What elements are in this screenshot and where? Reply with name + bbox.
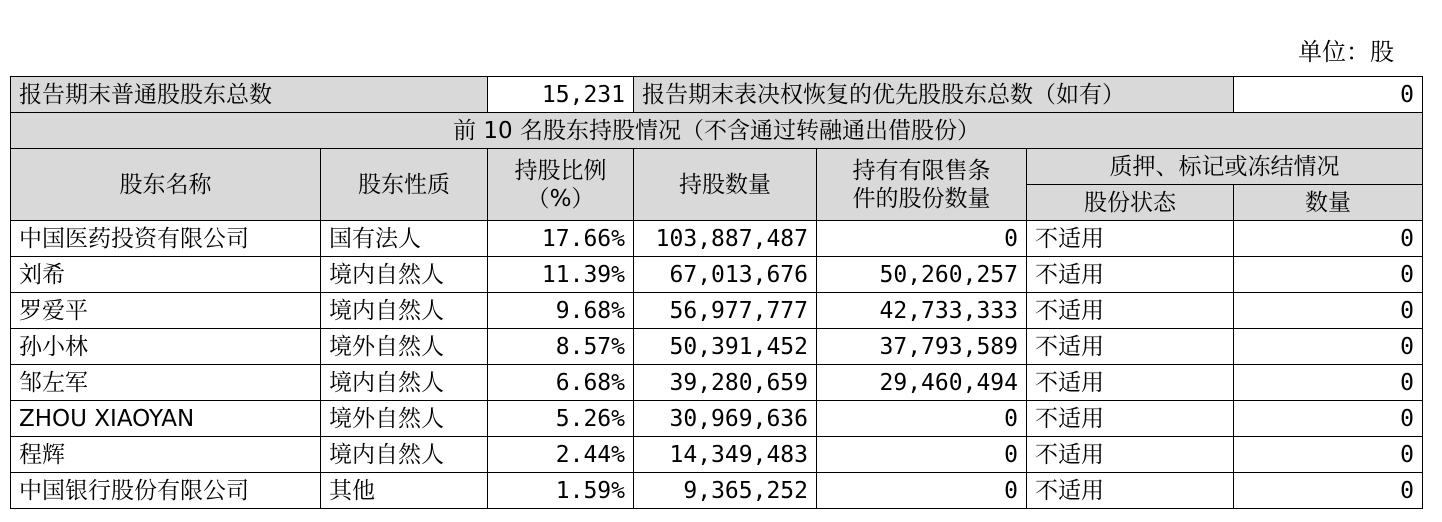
- cell-pledge-status: 不适用: [1027, 221, 1234, 257]
- cell-holder-name: 中国医药投资有限公司: [11, 221, 321, 257]
- cell-holding-quantity: 56,977,777: [634, 293, 817, 329]
- cell-pledge-quantity: 0: [1234, 365, 1423, 401]
- cell-restricted-quantity: 0: [817, 437, 1027, 473]
- cell-holder-nature: 境内自然人: [321, 293, 488, 329]
- preferred-holders-label: 报告期末表决权恢复的优先股股东总数（如有）: [634, 77, 1234, 113]
- header-ratio-line2: （%）: [526, 185, 595, 212]
- cell-pledge-status: 不适用: [1027, 293, 1234, 329]
- header-restricted-line1: 持有有限售条: [852, 157, 991, 184]
- header-row-1: [11, 149, 1423, 185]
- cell-holding-ratio: 9.68%: [488, 293, 634, 329]
- table-row: [11, 365, 1423, 401]
- section-title-row: [11, 113, 1423, 149]
- header-name: 股东名称: [11, 149, 321, 221]
- cell-holder-name: ZHOU XIAOYAN: [11, 401, 321, 437]
- cell-holding-ratio: 1.59%: [488, 473, 634, 509]
- cell-holder-name: 中国银行股份有限公司: [11, 473, 321, 509]
- cell-pledge-status: 不适用: [1027, 401, 1234, 437]
- cell-holding-ratio: 5.26%: [488, 401, 634, 437]
- cell-pledge-quantity: 0: [1234, 437, 1423, 473]
- cell-holder-name: 邹左军: [11, 365, 321, 401]
- cell-holder-nature: 境内自然人: [321, 257, 488, 293]
- cell-restricted-quantity: 0: [817, 221, 1027, 257]
- cell-holding-quantity: 39,280,659: [634, 365, 817, 401]
- cell-holding-ratio: 6.68%: [488, 365, 634, 401]
- table-row: [11, 473, 1423, 509]
- cell-pledge-status: 不适用: [1027, 473, 1234, 509]
- table-row: [11, 221, 1423, 257]
- cell-pledge-quantity: 0: [1234, 293, 1423, 329]
- cell-restricted-quantity: 37,793,589: [817, 329, 1027, 365]
- preferred-holders-value: 0: [1234, 77, 1423, 113]
- header-pledge-quantity: 数量: [1234, 185, 1423, 221]
- header-quantity: 持股数量: [634, 149, 817, 221]
- cell-holding-ratio: 17.66%: [488, 221, 634, 257]
- cell-holder-name: 程辉: [11, 437, 321, 473]
- summary-row: [11, 77, 1423, 113]
- cell-holder-nature: 境外自然人: [321, 329, 488, 365]
- header-ratio-line1: 持股比例: [514, 157, 607, 184]
- header-ratio: [488, 149, 634, 221]
- table-row: [11, 329, 1423, 365]
- header-restricted: [817, 149, 1027, 221]
- cell-pledge-quantity: 0: [1234, 221, 1423, 257]
- cell-holder-name: 罗爱平: [11, 293, 321, 329]
- cell-holder-nature: 境内自然人: [321, 437, 488, 473]
- section-title: 前 10 名股东持股情况（不含通过转融通出借股份）: [11, 113, 1423, 149]
- cell-holding-ratio: 8.57%: [488, 329, 634, 365]
- cell-holding-ratio: 11.39%: [488, 257, 634, 293]
- cell-holding-ratio: 2.44%: [488, 437, 634, 473]
- cell-holder-nature: 境外自然人: [321, 401, 488, 437]
- table-row: [11, 293, 1423, 329]
- shareholders-table: [10, 76, 1423, 509]
- cell-holding-quantity: 14,349,483: [634, 437, 817, 473]
- header-pledge-status: 股份状态: [1027, 185, 1234, 221]
- cell-pledge-quantity: 0: [1234, 329, 1423, 365]
- header-pledge-group: 质押、标记或冻结情况: [1027, 149, 1423, 185]
- cell-pledge-status: 不适用: [1027, 365, 1234, 401]
- table-row: [11, 401, 1423, 437]
- header-restricted-line2: 件的股份数量: [852, 185, 991, 212]
- cell-pledge-status: 不适用: [1027, 257, 1234, 293]
- cell-restricted-quantity: 42,733,333: [817, 293, 1027, 329]
- cell-holder-nature: 其他: [321, 473, 488, 509]
- unit-label: 单位：股: [1298, 38, 1394, 66]
- cell-pledge-quantity: 0: [1234, 473, 1423, 509]
- cell-holder-name: 孙小林: [11, 329, 321, 365]
- cell-pledge-status: 不适用: [1027, 329, 1234, 365]
- table-row: [11, 257, 1423, 293]
- cell-holder-name: 刘希: [11, 257, 321, 293]
- cell-pledge-quantity: 0: [1234, 401, 1423, 437]
- cell-holding-quantity: 9,365,252: [634, 473, 817, 509]
- cell-holding-quantity: 67,013,676: [634, 257, 817, 293]
- cell-holding-quantity: 30,969,636: [634, 401, 817, 437]
- cell-holder-nature: 境内自然人: [321, 365, 488, 401]
- cell-holding-quantity: 103,887,487: [634, 221, 817, 257]
- cell-restricted-quantity: 0: [817, 473, 1027, 509]
- cell-restricted-quantity: 50,260,257: [817, 257, 1027, 293]
- cell-restricted-quantity: 0: [817, 401, 1027, 437]
- cell-pledge-quantity: 0: [1234, 257, 1423, 293]
- cell-restricted-quantity: 29,460,494: [817, 365, 1027, 401]
- common-holders-label: 报告期末普通股股东总数: [11, 77, 488, 113]
- common-holders-value: 15,231: [488, 77, 634, 113]
- cell-holding-quantity: 50,391,452: [634, 329, 817, 365]
- header-nature: 股东性质: [321, 149, 488, 221]
- table-row: [11, 437, 1423, 473]
- cell-pledge-status: 不适用: [1027, 437, 1234, 473]
- cell-holder-nature: 国有法人: [321, 221, 488, 257]
